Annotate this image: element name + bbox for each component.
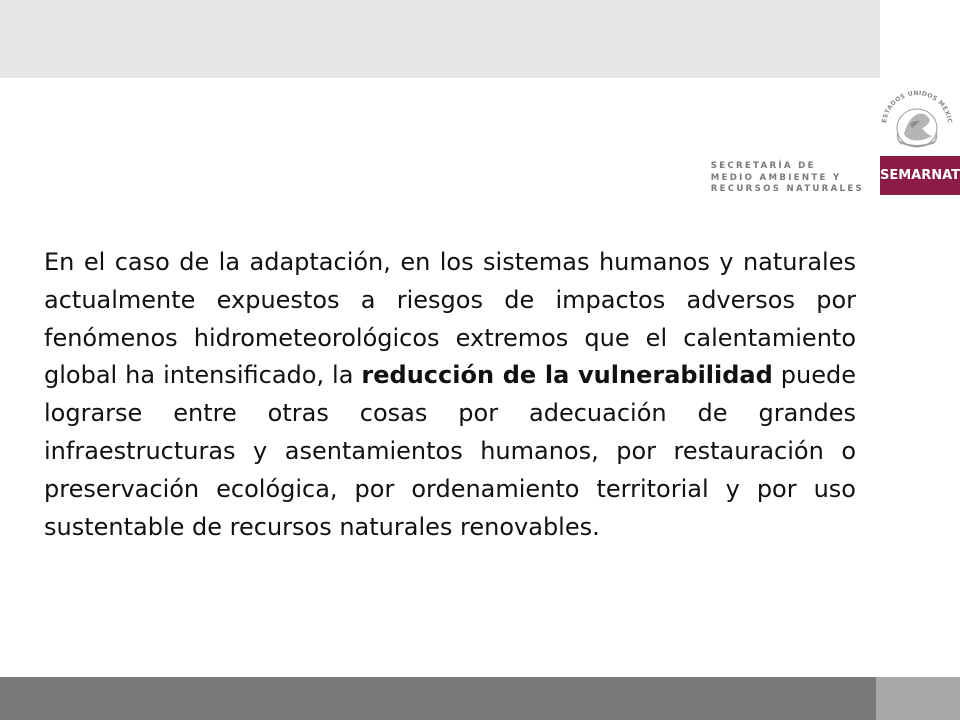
- secretaria-line-3: RECURSOS NATURALES: [710, 184, 864, 194]
- secretaria-line-2: MEDIO AMBIENTE Y: [710, 172, 842, 183]
- semarnat-badge: SEMARNAT: [880, 156, 960, 195]
- paragraph-text-start: En el caso de la adaptación, en los sistemas humanos y naturales actualmente expuestos a riesgos de impactos adversos por fenómenos hidrometeorológicos extremos que el calentamiento global ha intensificado, la: [44, 248, 856, 390]
- secretaria-name: [711, 161, 864, 196]
- svg-text:ESTADOS UNIDOS MEXICANOS: ESTADOS UNIDOS MEXIC: [881, 89, 953, 124]
- national-seal-icon: [878, 84, 956, 154]
- paragraph-bold-phrase: reducción de la vulnerabilidad: [361, 361, 773, 390]
- main-paragraph: [44, 244, 856, 546]
- header-band: [0, 0, 880, 78]
- secretaria-line-1: SECRETARÍA DE: [710, 161, 816, 171]
- paragraph-text-end: puede lograrse entre otras cosas por adecuación de grandes infraestructuras y asentamientos humanos, por restauración o preservación ecológica, por ordenamiento territorial y por uso sustentable de recursos naturales renovables.: [44, 361, 857, 541]
- footer-band: [0, 677, 876, 720]
- footer-band-right: [876, 677, 960, 720]
